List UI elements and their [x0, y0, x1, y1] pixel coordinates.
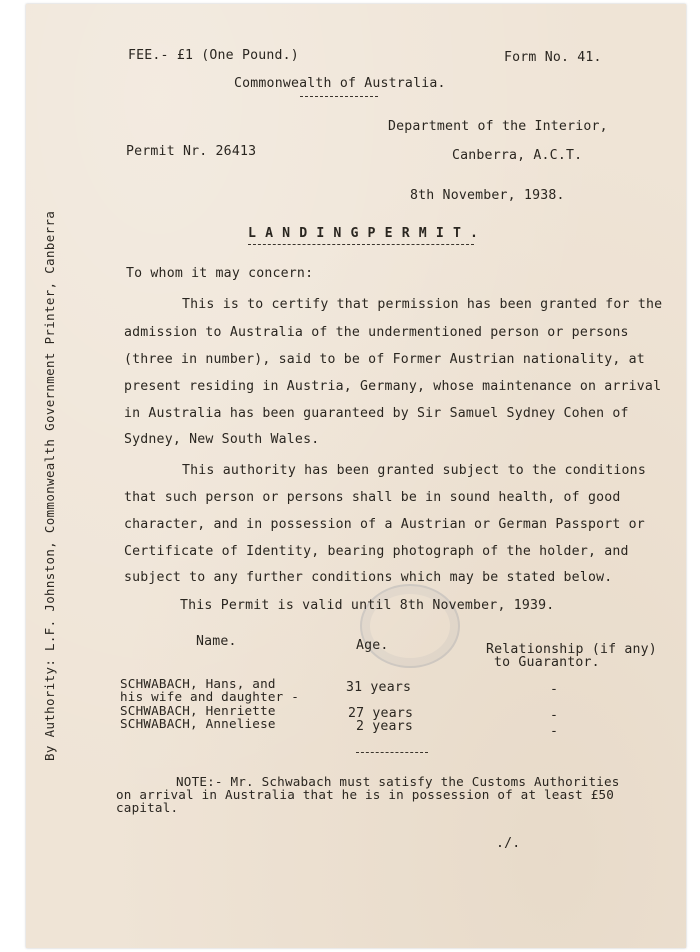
table-row-relationship: - — [550, 708, 559, 723]
table-row-relationship: - — [550, 724, 559, 739]
table-row-name: SCHWABACH, Hans, and — [120, 676, 276, 691]
para2-line: subject to any further conditions which may be stated below. — [124, 570, 613, 585]
title-underline — [248, 244, 474, 245]
para2-line: Certificate of Identity, bearing photograph of the holder, and — [124, 544, 629, 559]
permit-number: Permit Nr. 26413 — [126, 144, 257, 159]
table-row-age: 2 years — [356, 719, 413, 734]
faint-stamp-mark — [360, 584, 460, 668]
table-row-name: SCHWABACH, Anneliese — [120, 716, 276, 731]
table-row-age: 31 years — [346, 680, 412, 695]
continuation-mark: ./. — [496, 836, 521, 851]
column-header-relationship: Relationship (if any) — [486, 642, 657, 657]
landing-permit-title: L A N D I N G P E R M I T . — [248, 226, 479, 241]
table-row-age: 27 years — [348, 706, 414, 721]
column-header-age: Age. — [356, 638, 389, 653]
salutation: To whom it may concern: — [126, 266, 314, 281]
commonwealth-heading: Commonwealth of Australia. — [234, 76, 446, 91]
para2-line: This authority has been granted subject to the conditions — [182, 463, 646, 478]
issue-date: 8th November, 1938. — [410, 188, 565, 203]
note-line: capital. — [116, 800, 179, 815]
heading-underline — [300, 96, 378, 97]
city-line: Canberra, A.C.T. — [452, 148, 583, 163]
table-row-relationship: - — [550, 682, 559, 697]
table-divider — [356, 752, 428, 753]
column-header-name: Name. — [196, 634, 237, 649]
table-row-name: his wife and daughter - — [120, 689, 299, 704]
para1-line: This is to certify that permission has been granted for the — [182, 297, 663, 312]
para1-line: Sydney, New South Wales. — [124, 432, 320, 447]
para2-line: that such person or persons shall be in sound health, of good — [124, 490, 621, 505]
para2-line: character, and in possession of a Austrian or German Passport or — [124, 517, 645, 532]
printer-authority-text: By Authority: L.F. Johnston, Commonwealth Government Printer, Canberra — [42, 210, 57, 761]
department-line: Department of the Interior, — [388, 119, 608, 134]
form-number: Form No. 41. — [504, 50, 602, 65]
para1-line: admission to Australia of the undermentioned person or persons — [124, 325, 629, 340]
table-row-name: SCHWABACH, Henriette — [120, 703, 276, 718]
validity-line: This Permit is valid until 8th November, 1939. — [180, 598, 555, 613]
landing-permit-document — [26, 4, 686, 948]
note-line: on arrival in Australia that he is in possession of at least £50 — [116, 787, 615, 802]
fee-line: FEE.- £1 (One Pound.) — [128, 48, 299, 63]
para1-line: present residing in Austria, Germany, whose maintenance on arrival — [124, 379, 662, 394]
note-line: NOTE:- Mr. Schwabach must satisfy the Customs Authorities — [176, 774, 620, 789]
column-header-relationship-2: to Guarantor. — [494, 655, 600, 670]
para1-line: (three in number), said to be of Former Austrian nationality, at — [124, 352, 645, 367]
para1-line: in Australia has been guaranteed by Sir Samuel Sydney Cohen of — [124, 406, 629, 421]
